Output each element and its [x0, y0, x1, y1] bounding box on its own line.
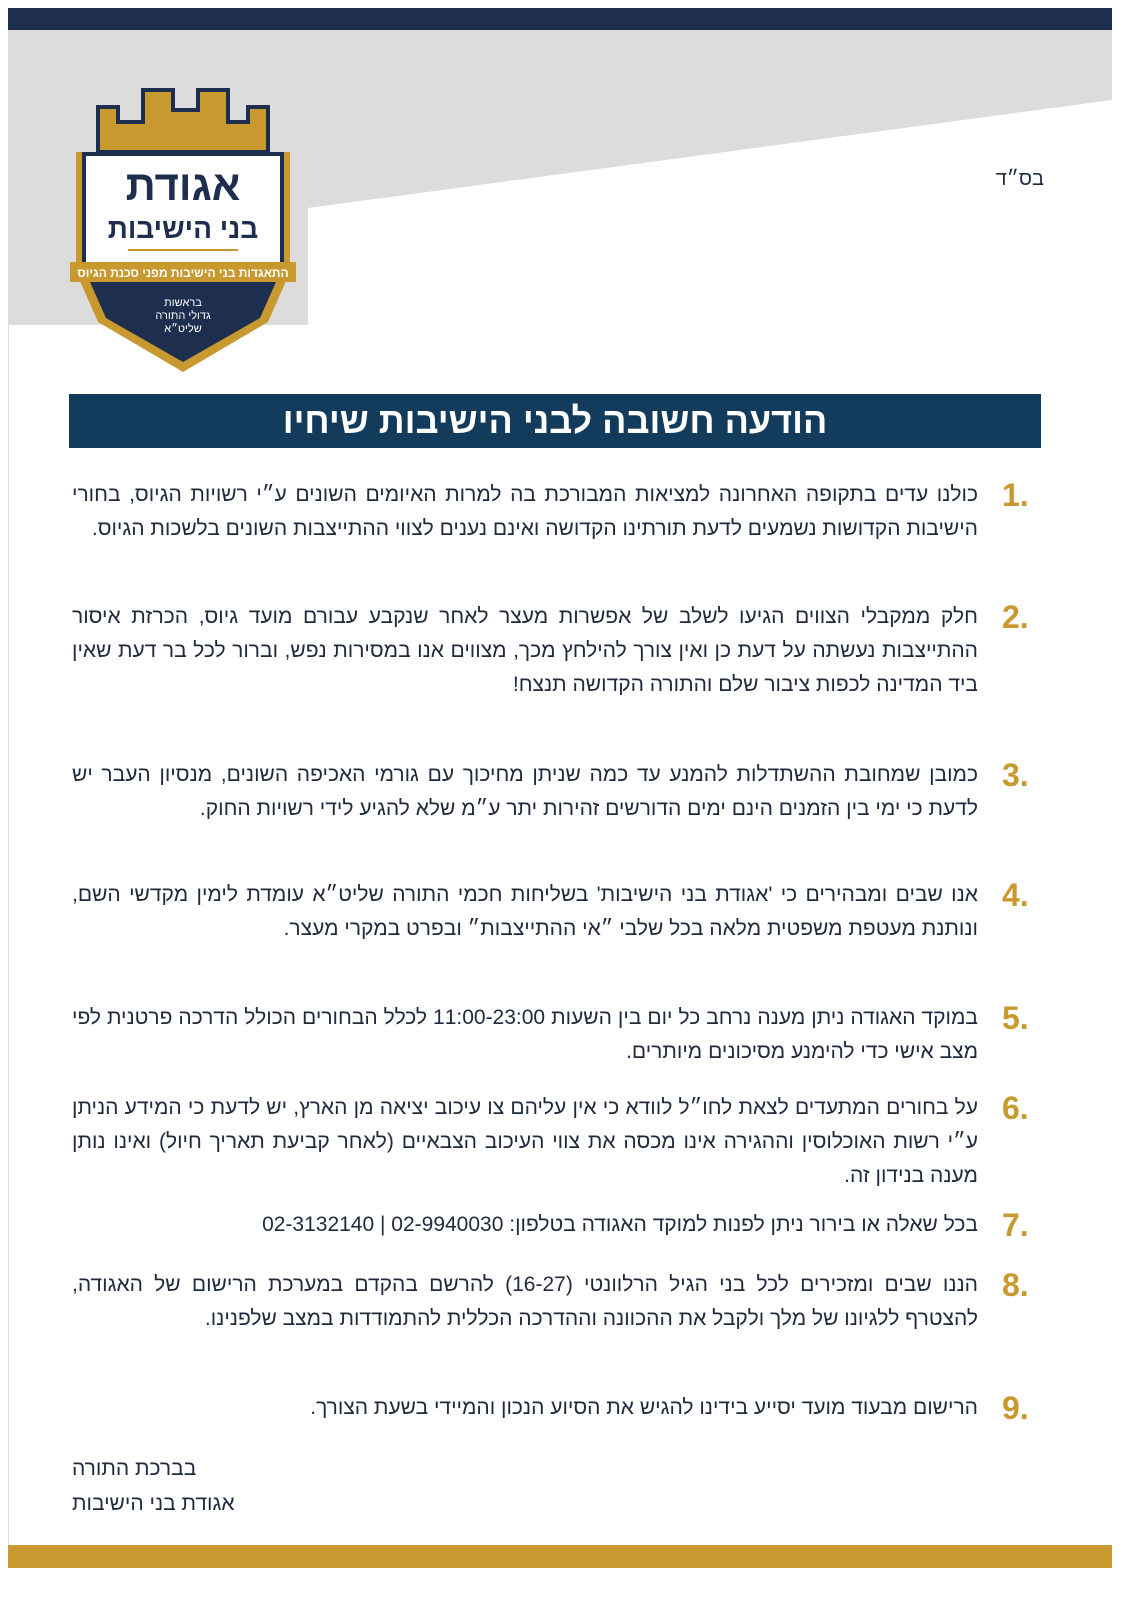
- contact-text: בכל שאלה או בירור ניתן לפנות למוקד האגודה בטלפון:: [509, 1213, 978, 1236]
- item-number: 2.: [1002, 599, 1029, 635]
- item-number: 8.: [1002, 1267, 1029, 1303]
- list-item: הרישום מבעוד מועד יסייע בידינו להגיש את הסיוע הנכון והמיידי בשעת הצורך.: [310, 1396, 978, 1419]
- page-title: הודעה חשובה לבני הישיבות שיחיו: [69, 394, 1041, 448]
- list-item: אנו שבים ומבהירים כי 'אגודת בני הישיבות' בשליחות חכמי התורה שליט״א עומדת לימין מקדשי השם, ונותנת מעטפת משפטית מלאה בכל שלבי ״אי ההתייצבות״ ובפרט במקרי מעצר.: [72, 883, 978, 940]
- logo-sub-line2: גדולי התורה: [155, 310, 211, 322]
- organization-logo: [68, 82, 298, 377]
- signature-organization: אגודת בני הישיבות: [72, 1492, 235, 1515]
- list-item: כמובן שמחובת ההשתדלות להמנע עד כמה שניתן מחיכוך עם גורמי האכיפה השונים, מנסיון העבר יש לדעת כי ימי בין הזמנים הינם ימים הדורשים זהירות יתר ע״מ שלא להגיע לידי רשויות החוק.: [72, 763, 978, 820]
- logo-ribbon: התאגדות בני הישיבות מפני סכנת הגיוס: [77, 266, 289, 280]
- logo-sub-line3: שליט״א: [164, 323, 202, 335]
- bsd-mark: בס״ד: [995, 168, 1044, 190]
- bottom-bar: [8, 1545, 1112, 1568]
- signature-greeting: בברכת התורה: [72, 1457, 197, 1480]
- item-number: 1.: [1002, 477, 1029, 513]
- item-number: 3.: [1002, 757, 1029, 793]
- phone-numbers: 02-3132140 | 02-9940030: [262, 1213, 504, 1236]
- item-number: 9.: [1002, 1390, 1029, 1426]
- list-item: [72, 1208, 978, 1242]
- list-item: חלק ממקבלי הצווים הגיעו לשלב של אפשרות מעצר לאחר שנקבע עבורם מועד גיוס, הכרזת איסור ההתייצבות נעשתה על דעת כן ואין צורך להילחץ מכך, מצווים אנו במסירות נפש, וברור לכל בר דעת שאין ביד המדינה לכפות ציבור שלם והתורה הקדושה תנצח!: [72, 605, 978, 696]
- logo-name-line2: בני הישיבות: [107, 213, 259, 244]
- item-number: 6.: [1002, 1090, 1029, 1126]
- logo-sub-line1: בראשות: [164, 297, 202, 309]
- item-number: 7.: [1002, 1207, 1029, 1243]
- list-item: הננו שבים ומזכירים לכל בני הגיל הרלוונטי (16-27) להרשם בהקדם במערכת הרישום של האגודה, להצטרף ללגיונו של מלך ולקבל את ההכוונה וההדרכה הכללית להתמודדות במצב שלפנינו.: [72, 1273, 978, 1330]
- list-item: כולנו עדים בתקופה האחרונה למציאות המבורכת בה למרות האיומים השונים ע״י רשויות הגיוס, בחורי הישיבות הקדושות נשמעים לדעת תורתינו הקדושה ואינם נענים לצווי ההתייצבות השונים בלשכות הגיוס.: [72, 483, 978, 540]
- list-item: במוקד האגודה ניתן מענה נרחב כל יום בין השעות 11:00-23:00 לכלל הבחורים הכולל הדרכה פרטנית לפי מצב אישי כדי להימנע מסיכונים מיותרים.: [72, 1006, 978, 1063]
- top-bar: [8, 8, 1112, 30]
- item-number: 5.: [1002, 1000, 1029, 1036]
- list-item: על בחורים המתעדים לצאת לחו״ל לוודא כי אין עליהם צו עיכוב יציאה מן הארץ, יש לדעת כי המידע הניתן ע״י רשות האוכלוסין וההגירה אינו מכסה את צווי העיכוב הצבאיים (לאחר קביעת תאריך חיול) ואינו נותן מענה בנידון זה.: [72, 1096, 978, 1187]
- item-number: 4.: [1002, 877, 1029, 913]
- logo-name-line1: אגודת: [125, 162, 241, 209]
